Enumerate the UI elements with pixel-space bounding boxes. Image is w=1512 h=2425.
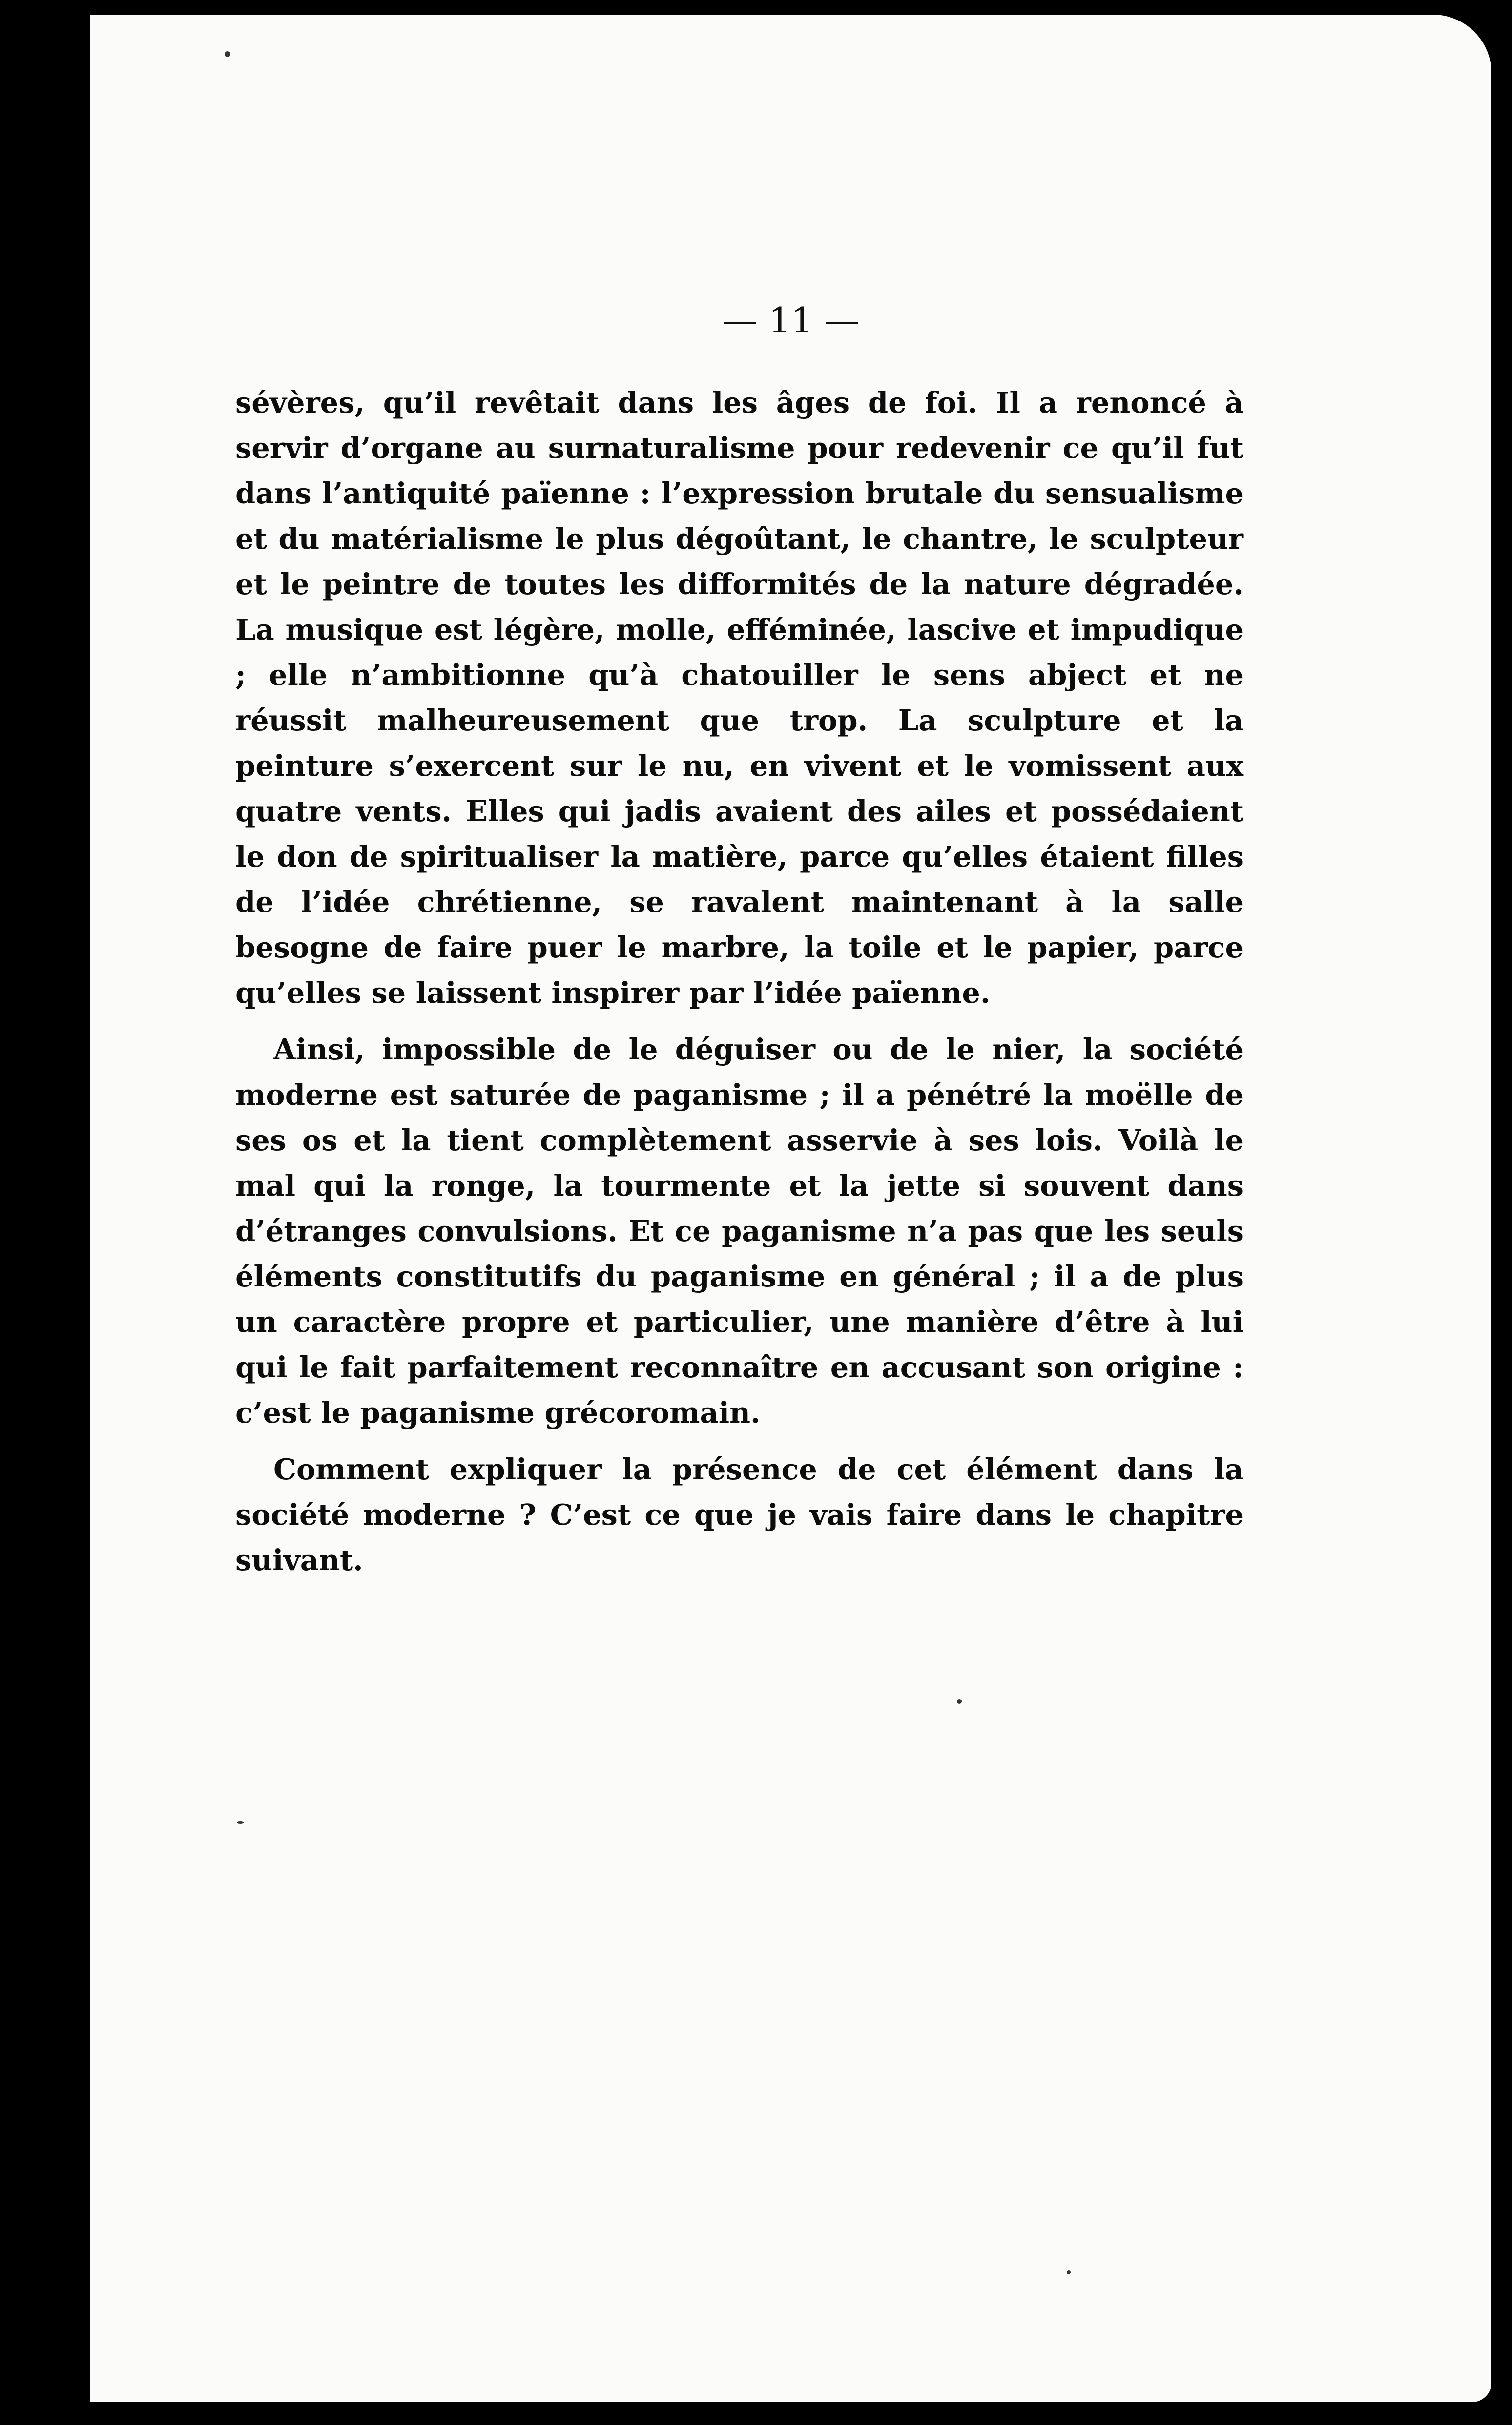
- ink-speck: [237, 1821, 244, 1824]
- paragraph: Comment expliquer la présence de cet élément dans la société moderne ? C’est ce que je vais faire dans le chapitre suivant.: [235, 1452, 1243, 1577]
- book-page: [90, 15, 1491, 2402]
- body-text: [235, 380, 1243, 1594]
- paragraph: sévères, qu’il revêtait dans les âges de foi. Il a renoncé à servir d’organe au surnaturalisme pour redevenir ce qu’il fut dans l’antiquité païenne : l’expression brutale du sensualisme et du matérialisme le plus dégoûtant, le chantre, le sculpteur et le peintre de toutes les difformités de la nature dégradée. La musique est légère, molle, efféminée, lascive et impudique ; elle n’ambitionne qu’à chatouiller le sens abject et ne réussit malheureusement que trop. La sculpture et la peinture s’exercent sur le nu, en vivent et le vomissent aux quatre vents. Elles qui jadis avaient des ailes et possédaient le don de spiritualiser la matière, parce qu’elles étaient filles de l’idée chrétienne, se ravalent maintenant à la salle besogne de faire puer le marbre, la toile et le papier, parce qu’elles se laissent inspirer par l’idée païenne.: [235, 386, 1243, 1010]
- page-number: — 11 —: [722, 300, 860, 341]
- ink-speck: [225, 51, 230, 57]
- paragraph: Ainsi, impossible de le déguiser ou de le nier, la société moderne est saturée de paganisme ; il a pénétré la moëlle de ses os et la tient complètement asservie à ses lois. Voilà le mal qui la ronge, la tourmente et la jette si souvent dans d’étranges convulsions. Et ce paganisme n’a pas que les seuls éléments constitutifs du paganisme en général ; il a de plus un caractère propre et particulier, une manière d’être à lui qui le fait parfaitement reconnaître en accusant son origine : c’est le paganisme grécoromain.: [235, 1033, 1243, 1430]
- ink-speck: [957, 1699, 962, 1704]
- ink-speck: [1067, 2270, 1071, 2274]
